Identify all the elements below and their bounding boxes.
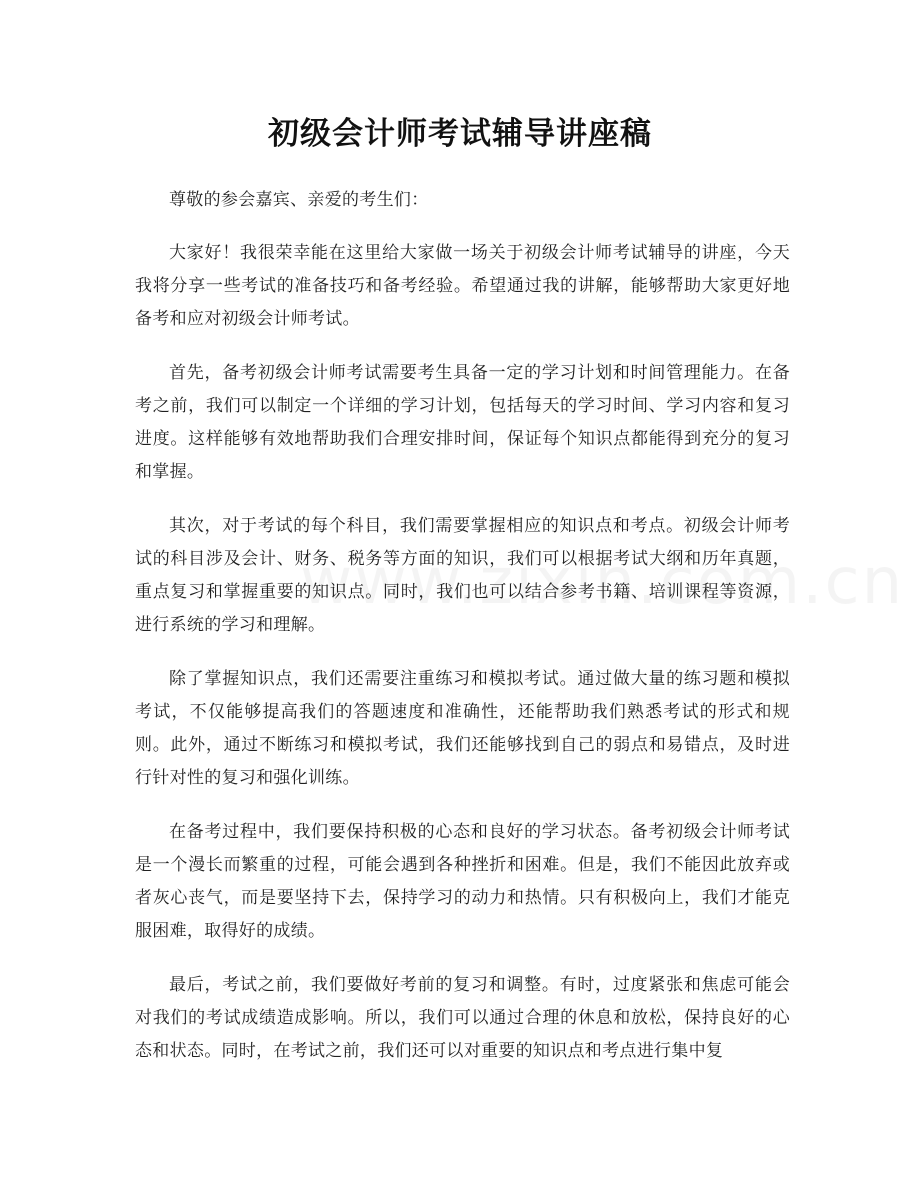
greeting-paragraph: 尊敬的参会嘉宾、亲爱的考生们： <box>169 190 429 210</box>
final-review-paragraph: 最后，考试之前，我们要做好考前的复习和调整。有时，过度紧张和焦虑可能会对我们的考试成绩造成影响。所以，我们可以通过合理的休息和放松，保持良好的心态和状态。同时，在考试之前，我们还可以对重要的知识点和考点进行集中复 <box>135 975 790 1061</box>
study-plan-paragraph: 首先，备考初级会计师考试需要考生具备一定的学习计划和时间管理能力。在备考之前，我们可以制定一个详细的学习计划，包括每天的学习时间、学习内容和复习进度。这样能够有效地帮助我们合理安排时间，保证每个知识点都能得到充分的复习和掌握。 <box>135 363 790 482</box>
practice-paragraph: 除了掌握知识点，我们还需要注重练习和模拟考试。通过做大量的练习题和模拟考试，不仅能够提高我们的答题速度和准确性，还能帮助我们熟悉考试的形式和规则。此外，通过不断练习和模拟考试，我们还能够找到自己的弱点和易错点，及时进行针对性的复习和强化训练。 <box>135 669 790 788</box>
document-title: 初级会计师考试辅导讲座稿 <box>268 116 652 152</box>
document-body <box>135 184 790 1089</box>
mindset-paragraph: 在备考过程中，我们要保持积极的心态和良好的学习状态。备考初级会计师考试是一个漫长而繁重的过程，可能会遇到各种挫折和困难。但是，我们不能因此放弃或者灰心丧气，而是要坚持下去，保持学习的动力和热情。只有积极向上，我们才能克服困难，取得好的成绩。 <box>135 822 790 941</box>
knowledge-points-paragraph: 其次，对于考试的每个科目，我们需要掌握相应的知识点和考点。初级会计师考试的科目涉及会计、财务、税务等方面的知识，我们可以根据考试大纲和历年真题，重点复习和掌握重要的知识点。同时，我们也可以结合参考书籍、培训课程等资源，进行系统的学习和理解。 <box>135 516 790 635</box>
intro-paragraph: 大家好！我很荣幸能在这里给大家做一场关于初级会计师考试辅导的讲座，今天我将分享一些考试的准备技巧和备考经验。希望通过我的讲解，能够帮助大家更好地备考和应对初级会计师考试。 <box>135 243 790 329</box>
